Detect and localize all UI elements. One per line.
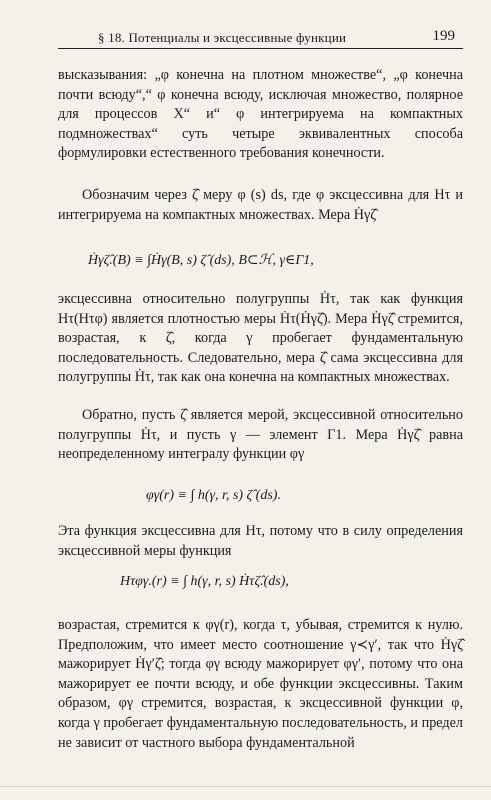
page-number: 199: [432, 28, 455, 44]
paragraph-3: эксцессивна относительно полугруппы Ḣτ, так как функция Hτ(Hτφ) является плотностью меры Ḣτ(Ḣγζ̂). Мера Ḣγζ̂ стремится, возрастая, к ζ̂, когда γ пробегает фундаментальную последовательность. Следовательно, мера ζ̂ сама эксцессивна для полугруппы Ḣτ, так как она конечна на компактных множествах.: [58, 291, 463, 386]
page-bottom-edge: [0, 786, 491, 787]
paragraph-1: высказывания: „φ конечна на плотном множестве“, „φ конечна почти всюду“,“ φ конечна всюду, исключая множество, полярное для процессов X“ и“ φ интегрируема на компактных подмножествах“ суть четыре эквивалентных способа формулировки естественного требования конечности.: [58, 67, 463, 162]
formula-3: Hτφγ.(r) ≡ ∫ h(γ, r, s) Ḣτζ̂.(ds),: [120, 574, 289, 589]
paragraph-5: Эта функция эксцессивна для Hτ, потому что в силу определения эксцессивной меры функция: [58, 523, 463, 559]
formula-2: φγ(r) ≡ ∫ h(γ, r, s) ζ̂ (ds).: [146, 488, 281, 503]
formula-1: Ḣγζ̂.(B) ≡ ∫Ḣγ(B, s) ζ̂ (ds), B⊂ℋ, γ∈Γ1,: [88, 253, 314, 268]
paragraph-4: Обратно, пусть ζ̂ является мерой, эксцессивной относительно полугруппы Ḣτ, и пусть γ — элемент Γ1. Мера Ḣγζ̂ равна неопределенному интегралу функции φγ: [58, 407, 463, 463]
paragraph-2: Обозначим через ζ̂ меру φ (s) ds, где φ эксцессивна для Hτ и интегрируема на компактных множествах. Мера Ḣγζ̂: [58, 187, 463, 223]
paragraph-6: возрастая, стремится к φγ(r), когда τ, убывая, стремится к нулю. Предположим, что имеет место соотношение γ≺γ′, так что Ḣγζ̂ мажорирует Ḣγ′ζ̂; тогда φγ всюду мажорирует φγ′, потому что она мажорирует ее почти всюду, и обе функции эксцессивны. Таким образом, φγ стремится, возрастая, к эксцессивной функции φ, когда γ пробегает фундаментальную последовательность, и предел не зависит от частного выбора фундаментальной: [58, 617, 463, 751]
running-header: [58, 28, 463, 49]
section-title: § 18. Потенциалы и эксцессивные функции: [98, 30, 347, 45]
